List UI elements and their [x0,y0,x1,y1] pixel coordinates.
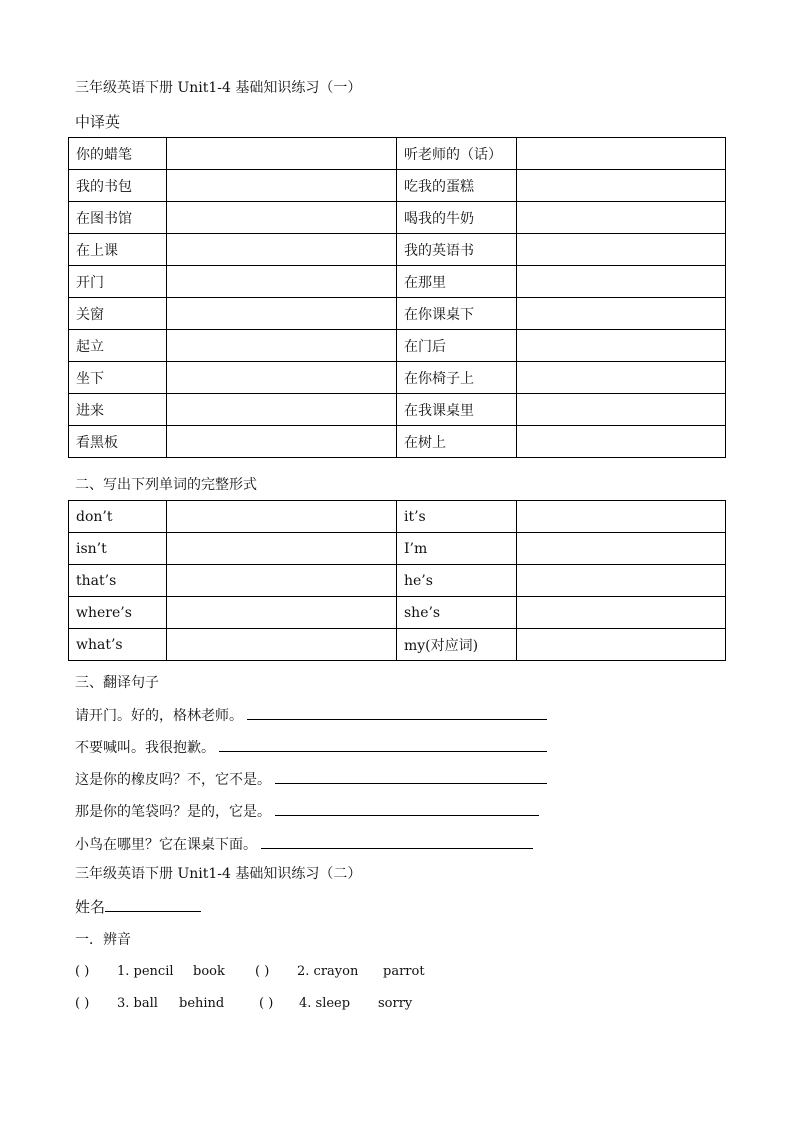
name-line [75,897,201,917]
table-row [69,394,726,426]
prompt-cell: 在你椅子上 [397,362,517,394]
answer-cell[interactable] [517,629,726,661]
answer-cell[interactable] [167,330,397,362]
table-row [69,170,726,202]
answer-cell[interactable] [167,533,397,565]
question-word: 4. sleep [299,996,351,1011]
name-label: 姓名 [75,898,106,916]
prompt-cell: 在上课 [69,234,167,266]
sentence-text: 那是你的笔袋吗？是的，它是。 [75,804,271,820]
answer-cell[interactable] [167,565,397,597]
sentence-item [75,834,533,855]
table-row [69,362,726,394]
section-heading-full-forms: 二、写出下列单词的完整形式 [75,477,257,493]
prompt-cell: 你的蜡笔 [69,138,167,170]
prompt-cell: he’s [397,565,517,597]
prompt-cell: she’s [397,597,517,629]
answer-cell[interactable] [167,629,397,661]
worksheet-title-1: 三年级英语下册 Unit1-4 基础知识练习（一） [75,80,362,96]
question-word: 1. pencil [117,964,174,979]
answer-cell[interactable] [167,266,397,298]
table-row [69,138,726,170]
answer-paren[interactable]: ( ) [259,996,274,1011]
answer-blank[interactable] [261,834,533,849]
prompt-cell: it’s [397,501,517,533]
question-word: behind [179,996,225,1011]
prompt-cell: 在我课桌里 [397,394,517,426]
prompt-cell: my(对应词) [397,629,517,661]
answer-cell[interactable] [517,426,726,458]
prompt-cell: 吃我的蛋糕 [397,170,517,202]
prompt-cell: 喝我的牛奶 [397,202,517,234]
prompt-cell: where’s [69,597,167,629]
prompt-cell: 在门后 [397,330,517,362]
section-heading-translate: 中译英 [75,113,121,131]
table-row [69,533,726,565]
table-row [69,426,726,458]
answer-cell[interactable] [517,298,726,330]
answer-cell[interactable] [167,501,397,533]
answer-cell[interactable] [517,597,726,629]
prompt-cell: 进来 [69,394,167,426]
answer-cell[interactable] [167,234,397,266]
sentence-text: 请开门。好的，格林老师。 [75,708,243,724]
prompt-cell: 开门 [69,266,167,298]
prompt-cell: what’s [69,629,167,661]
table-row [69,330,726,362]
prompt-cell: 在图书馆 [69,202,167,234]
answer-cell[interactable] [167,298,397,330]
answer-blank[interactable] [247,705,547,720]
answer-cell[interactable] [517,202,726,234]
prompt-cell: that’s [69,565,167,597]
table-row [69,266,726,298]
answer-cell[interactable] [517,533,726,565]
answer-cell[interactable] [167,597,397,629]
answer-paren[interactable]: ( ) [255,964,270,979]
sentence-item [75,737,547,758]
question-word: 2. crayon [297,964,359,979]
prompt-cell: 在树上 [397,426,517,458]
sentence-item [75,801,539,822]
table-row [69,597,726,629]
sentence-text: 小鸟在哪里？它在课桌下面。 [75,837,257,853]
question-word: parrot [383,964,425,979]
prompt-cell: 听老师的（话） [397,138,517,170]
table-row [69,202,726,234]
question-word: book [193,964,225,979]
answer-blank[interactable] [219,737,547,752]
translation-table [68,137,726,458]
answer-paren[interactable]: ( ) [75,964,90,979]
answer-cell[interactable] [517,330,726,362]
answer-cell[interactable] [167,170,397,202]
answer-cell[interactable] [517,394,726,426]
section-heading-phonics: 一．辨音 [75,932,131,948]
table-row [69,565,726,597]
prompt-cell: I’m [397,533,517,565]
answer-cell[interactable] [167,362,397,394]
worksheet-title-2: 三年级英语下册 Unit1-4 基础知识练习（二） [75,866,362,882]
table-row [69,234,726,266]
prompt-cell: don’t [69,501,167,533]
answer-cell[interactable] [517,138,726,170]
full-form-table [68,500,726,661]
sentence-item [75,705,547,726]
answer-cell[interactable] [517,266,726,298]
answer-blank[interactable] [275,769,547,784]
question-word: 3. ball [117,996,158,1011]
sentence-text: 不要喊叫。我很抱歉。 [75,740,215,756]
prompt-cell: 坐下 [69,362,167,394]
prompt-cell: 起立 [69,330,167,362]
question-word: sorry [378,996,413,1011]
answer-cell[interactable] [167,138,397,170]
prompt-cell: 我的英语书 [397,234,517,266]
prompt-cell: isn’t [69,533,167,565]
table-row [69,298,726,330]
answer-blank[interactable] [275,801,539,816]
sentence-text: 这是你的橡皮吗？不，它不是。 [75,772,271,788]
table-row [69,501,726,533]
answer-cell[interactable] [167,202,397,234]
answer-cell[interactable] [167,394,397,426]
answer-cell[interactable] [517,234,726,266]
section-heading-sentences: 三、翻译句子 [75,675,159,691]
prompt-cell: 我的书包 [69,170,167,202]
prompt-cell: 关窗 [69,298,167,330]
answer-cell[interactable] [517,362,726,394]
prompt-cell: 在你课桌下 [397,298,517,330]
answer-paren[interactable]: ( ) [75,996,90,1011]
answer-cell[interactable] [517,170,726,202]
answer-cell[interactable] [167,426,397,458]
prompt-cell: 在那里 [397,266,517,298]
answer-cell[interactable] [517,565,726,597]
name-blank[interactable] [105,897,201,912]
prompt-cell: 看黑板 [69,426,167,458]
answer-cell[interactable] [517,501,726,533]
table-row [69,629,726,661]
sentence-item [75,769,547,790]
